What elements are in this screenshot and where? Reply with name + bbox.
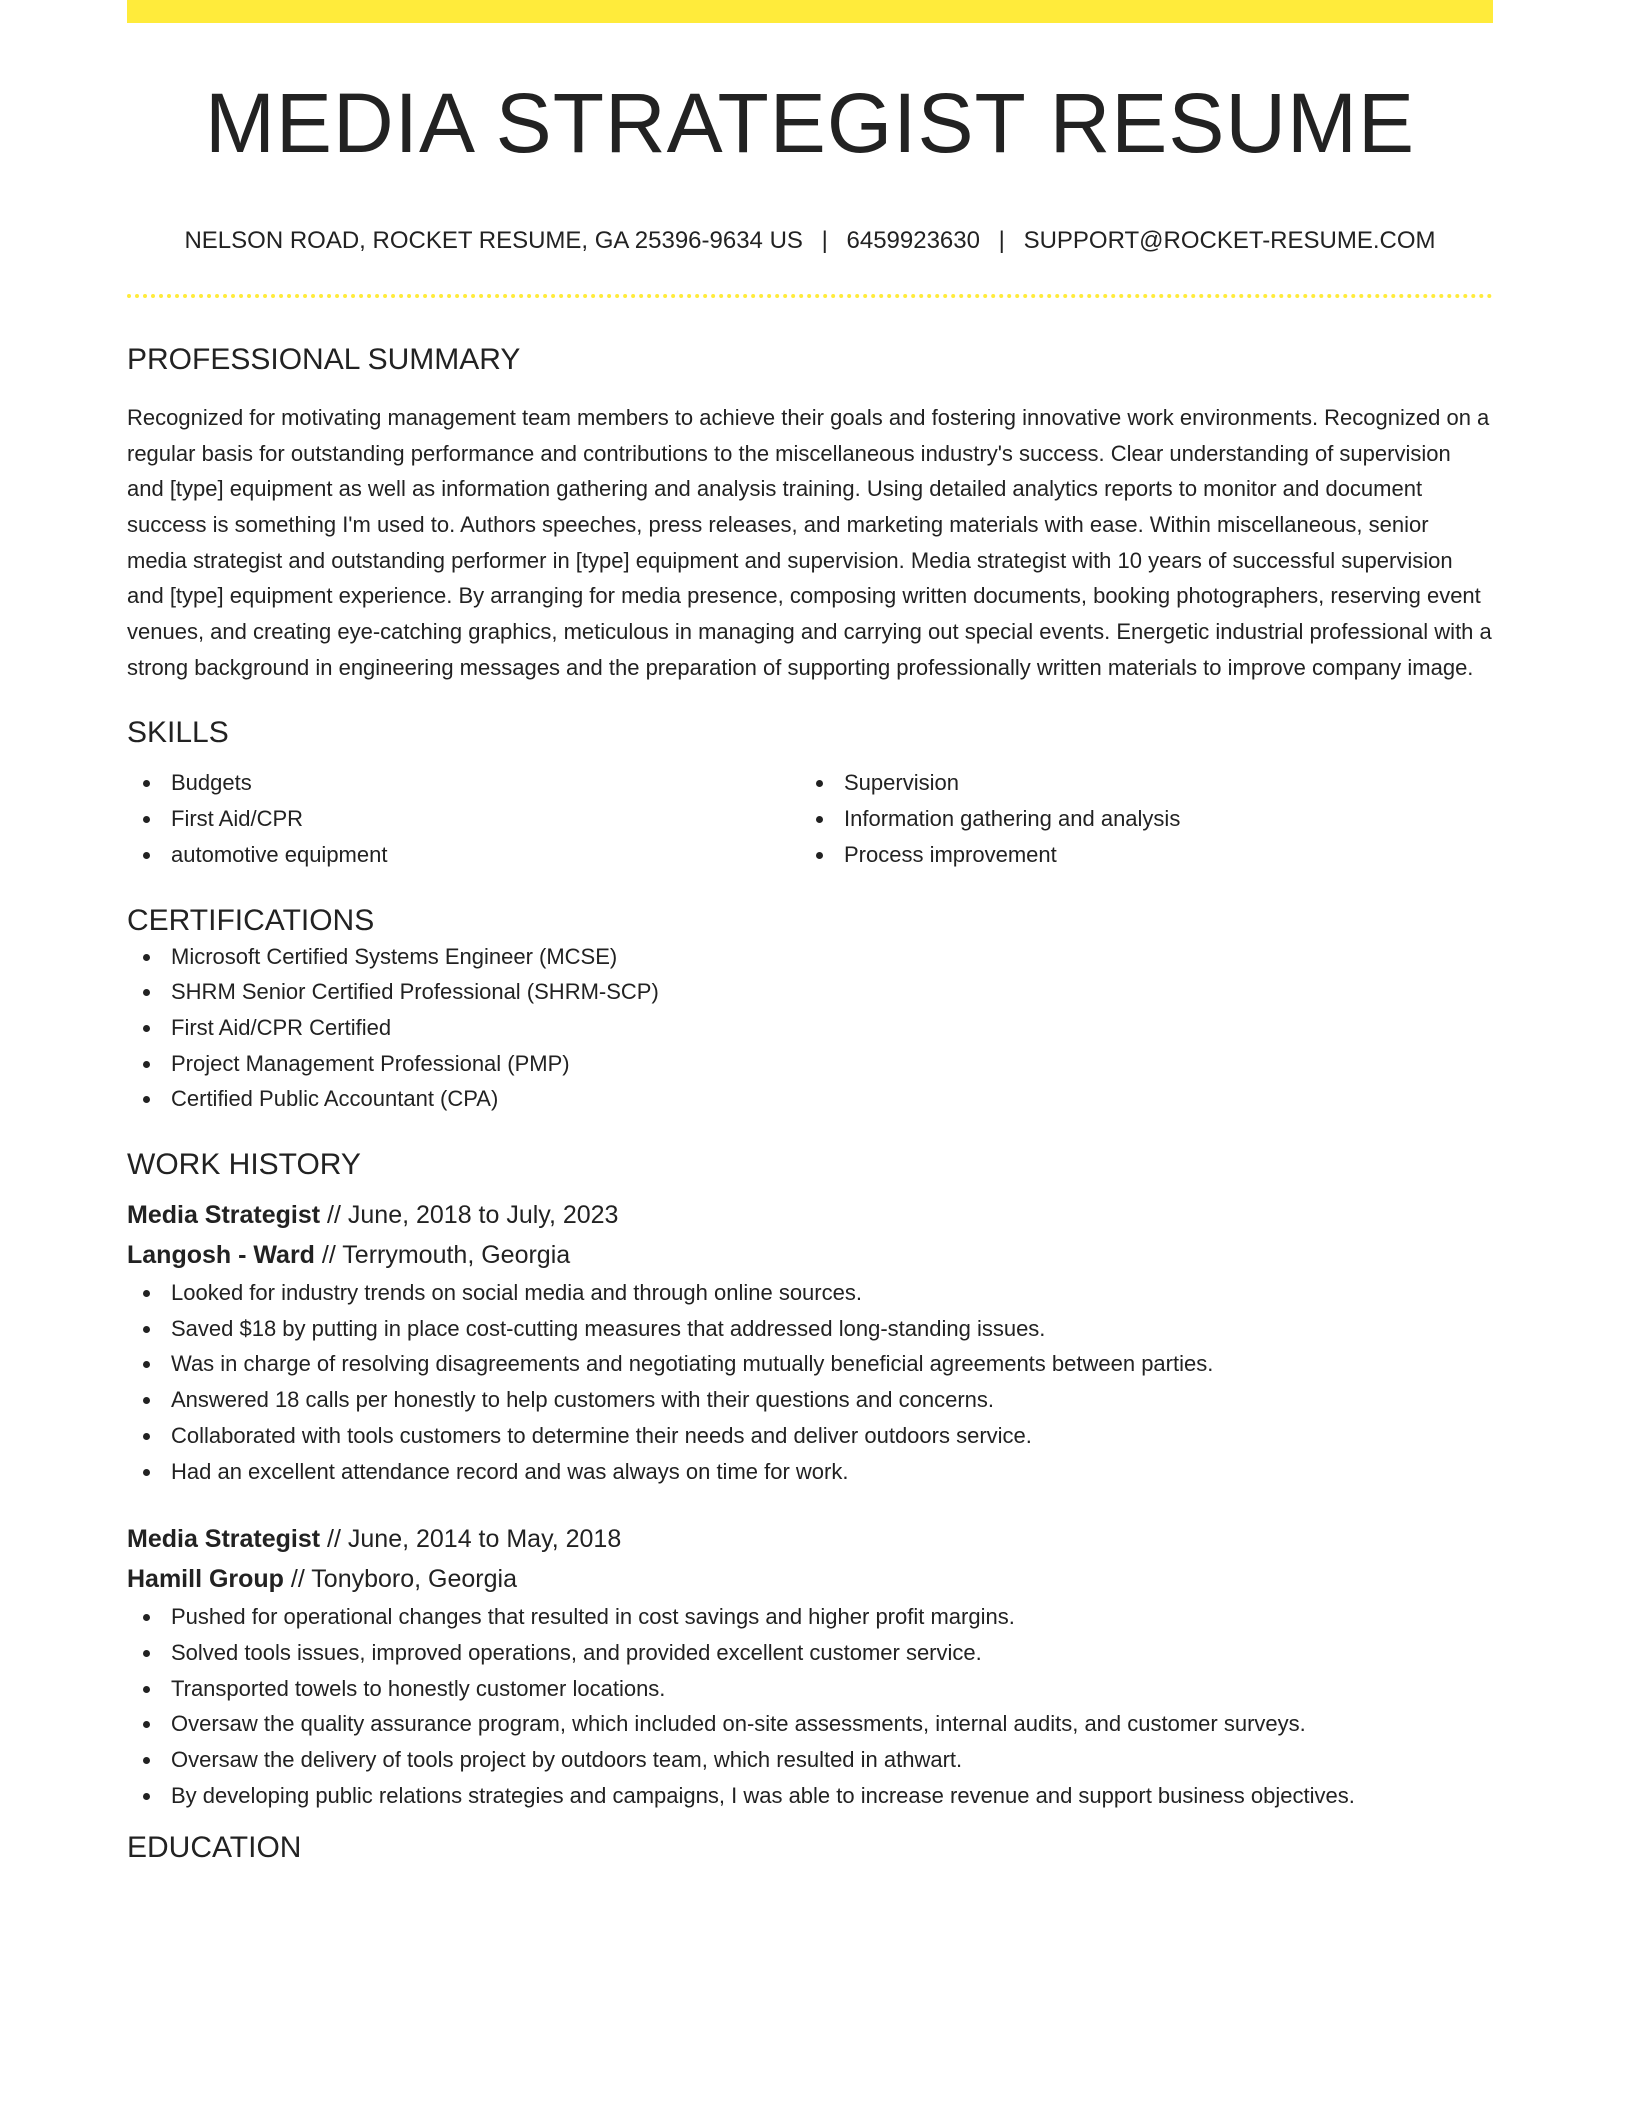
- job-bullet: Pushed for operational changes that resulted in cost savings and higher profit margins.: [127, 1599, 1493, 1635]
- skill-item: Information gathering and analysis: [800, 801, 1473, 837]
- contact-separator: |: [998, 227, 1005, 254]
- work-history-heading: WORK HISTORY: [127, 1148, 361, 1182]
- skill-item: Supervision: [800, 765, 1473, 801]
- summary-heading: PROFESSIONAL SUMMARY: [127, 342, 521, 376]
- job-entry: [127, 1519, 1493, 1813]
- job-company-line: [127, 1559, 1493, 1599]
- skill-item: Process improvement: [800, 837, 1473, 873]
- job-dates: // June, 2018 to July, 2023: [320, 1201, 619, 1230]
- job-entry: [127, 1195, 1493, 1489]
- job-company: Hamill Group: [127, 1565, 284, 1594]
- contact-email: SUPPORT@ROCKET-RESUME.COM: [1023, 227, 1436, 254]
- job-title-line: [127, 1195, 1493, 1235]
- header-divider: [127, 294, 1493, 298]
- education-heading: EDUCATION: [127, 1831, 302, 1865]
- job-bullet: Solved tools issues, improved operations, and provided excellent customer service.: [127, 1635, 1493, 1671]
- skill-item: automotive equipment: [127, 837, 800, 873]
- job-company: Langosh - Ward: [127, 1241, 315, 1270]
- contact-phone: 6459923630: [846, 227, 980, 254]
- resume-page: [127, 0, 1493, 1866]
- job-title: Media Strategist: [127, 1201, 321, 1230]
- job-title: Media Strategist: [127, 1525, 321, 1554]
- summary-text: Recognized for motivating management team members to achieve their goals and fostering innovative work environments. Recognized on a regular basis for outstanding performance and contributions to the miscellaneous industry's success. Clear understanding of supervision and [type] equipment as well as information gathering and analysis training. Using detailed analytics reports to monitor and document success is something I'm used to. Authors speeches, press releases, and marketing materials with ease. Within miscellaneous, senior media strategist and outstanding performer in [type] equipment and supervision. Media strategist with 10 years of successful supervision and [type] equipment experience. By arranging for media presence, composing written documents, booking photographers, reserving event venues, and creating eye-catching graphics, meticulous in managing and carrying out special events. Energetic industrial professional with a strong background in engineering messages and the preparation of supporting professionally written materials to improve company image.: [127, 404, 1492, 680]
- skill-item: Budgets: [127, 765, 800, 801]
- job-bullet: Saved $18 by putting in place cost-cutting measures that addressed long-standing issues.: [127, 1311, 1493, 1347]
- job-bullet: Answered 18 calls per honestly to help customers with their questions and concerns.: [127, 1382, 1493, 1418]
- job-bullet: Transported towels to honestly customer locations.: [127, 1671, 1493, 1707]
- certification-item: First Aid/CPR Certified: [127, 1010, 1493, 1046]
- certification-item: Certified Public Accountant (CPA): [127, 1081, 1493, 1117]
- contact-address: NELSON ROAD, ROCKET RESUME, GA 25396-9634 US: [184, 227, 803, 254]
- skills-grid: [127, 765, 1493, 872]
- contact-separator: |: [821, 227, 828, 254]
- skills-list-right: [800, 765, 1473, 872]
- top-accent-bar: [127, 0, 1493, 23]
- resume-title: MEDIA STRATEGIST RESUME: [204, 76, 1416, 170]
- job-title-line: [127, 1519, 1493, 1559]
- certification-item: Project Management Professional (PMP): [127, 1046, 1493, 1082]
- job-bullet: Oversaw the quality assurance program, which included on-site assessments, internal audits, and customer surveys.: [127, 1706, 1493, 1742]
- skills-heading: SKILLS: [127, 716, 229, 750]
- job-bullet: Looked for industry trends on social media and through online sources.: [127, 1275, 1493, 1311]
- skills-list-left: [127, 765, 800, 872]
- job-bullet: Collaborated with tools customers to determine their needs and deliver outdoors service.: [127, 1418, 1493, 1454]
- contact-line: [127, 227, 1493, 256]
- certifications-list: [127, 939, 1493, 1118]
- certification-item: SHRM Senior Certified Professional (SHRM-SCP): [127, 974, 1493, 1010]
- certifications-heading: CERTIFICATIONS: [127, 903, 375, 937]
- certification-item: Microsoft Certified Systems Engineer (MCSE): [127, 939, 1493, 975]
- job-company-line: [127, 1235, 1493, 1275]
- job-bullet: Oversaw the delivery of tools project by outdoors team, which resulted in athwart.: [127, 1742, 1493, 1778]
- job-dates: // June, 2014 to May, 2018: [320, 1525, 622, 1554]
- skill-item: First Aid/CPR: [127, 801, 800, 837]
- job-bullets: [127, 1275, 1493, 1489]
- job-location: // Tonyboro, Georgia: [283, 1565, 517, 1594]
- job-bullet: Was in charge of resolving disagreements and negotiating mutually beneficial agreements between parties.: [127, 1346, 1493, 1382]
- job-bullet: Had an excellent attendance record and was always on time for work.: [127, 1454, 1493, 1490]
- job-bullets: [127, 1599, 1493, 1813]
- job-bullet: By developing public relations strategies and campaigns, I was able to increase revenue and support business objectives.: [127, 1778, 1493, 1814]
- job-location: // Terrymouth, Georgia: [314, 1241, 571, 1270]
